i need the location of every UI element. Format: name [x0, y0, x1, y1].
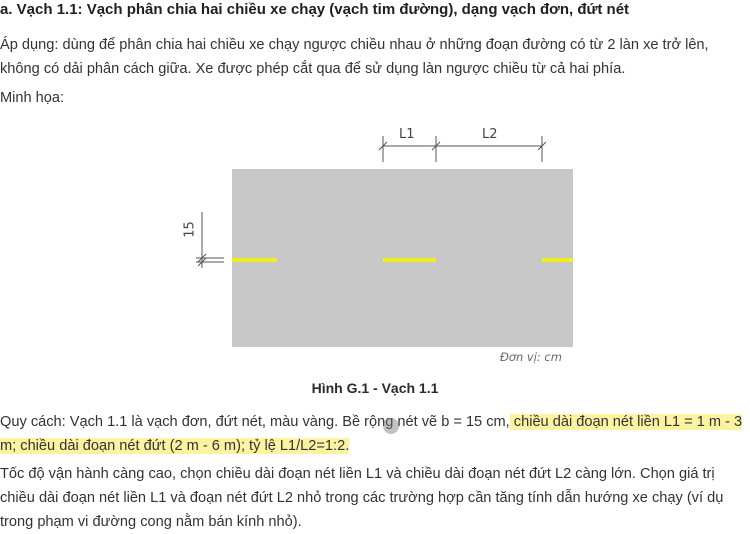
figure-drawing — [180, 118, 590, 370]
applies-paragraph: Áp dụng: dùng để phân chia hai chiều xe chạy ngược chiều nhau ở những đoạn đường có từ 2 làn xe trở lên, không có dải phân cách giữa. Xe được phép cắt qua để sử dụng làn ngược chiều từ cả hai phía. — [0, 37, 709, 77]
lane-marking-figure — [180, 118, 590, 370]
spec-paragraph — [0, 410, 748, 458]
speed-paragraph: Tốc độ vận hành càng cao, chọn chiều dài đoạn nét liền L1 và chiều dài đoạn nét đứt L2 càng lớn. Chọn giá trị chiều dài đoạn nét liền L1 và đoạn nét đứt L2 nhỏ trong các trường hợp cần tăng tính dẫn hướng xe chạy (ví dụ trong phạm vi đường cong nằm bán kính nhỏ). — [0, 466, 724, 530]
dimension-label-l2: L2 — [482, 127, 498, 142]
spec-text: Quy cách: Vạch 1.1 là vạch đơn, đứt nét, màu vàng. Bề rộng nét vẽ b = 15 cm, — [0, 414, 510, 430]
touch-cursor-indicator — [383, 418, 399, 434]
dimension-label-l1: L1 — [399, 127, 415, 142]
figure-caption: Hình G.1 - Vạch 1.1 — [311, 380, 439, 396]
dimension-label-width: 15 — [182, 221, 198, 238]
illustration-label: Minh họa: — [0, 90, 65, 106]
highlighted-spec-text: chiều dài đoạn nét liền L1 = 1 m - 3 m; chiều dài đoạn nét đứt (2 m - 6 m); tỷ lệ L1/L2=1:2. — [0, 414, 743, 454]
dash-mark — [542, 258, 573, 262]
section-heading: a. Vạch 1.1: Vạch phân chia hai chiều xe chạy (vạch tim đường), dạng vạch đơn, đứt nét — [0, 1, 630, 18]
dash-mark — [383, 258, 436, 262]
unit-note: Đơn vị: cm — [500, 350, 562, 364]
dash-mark — [232, 258, 277, 262]
